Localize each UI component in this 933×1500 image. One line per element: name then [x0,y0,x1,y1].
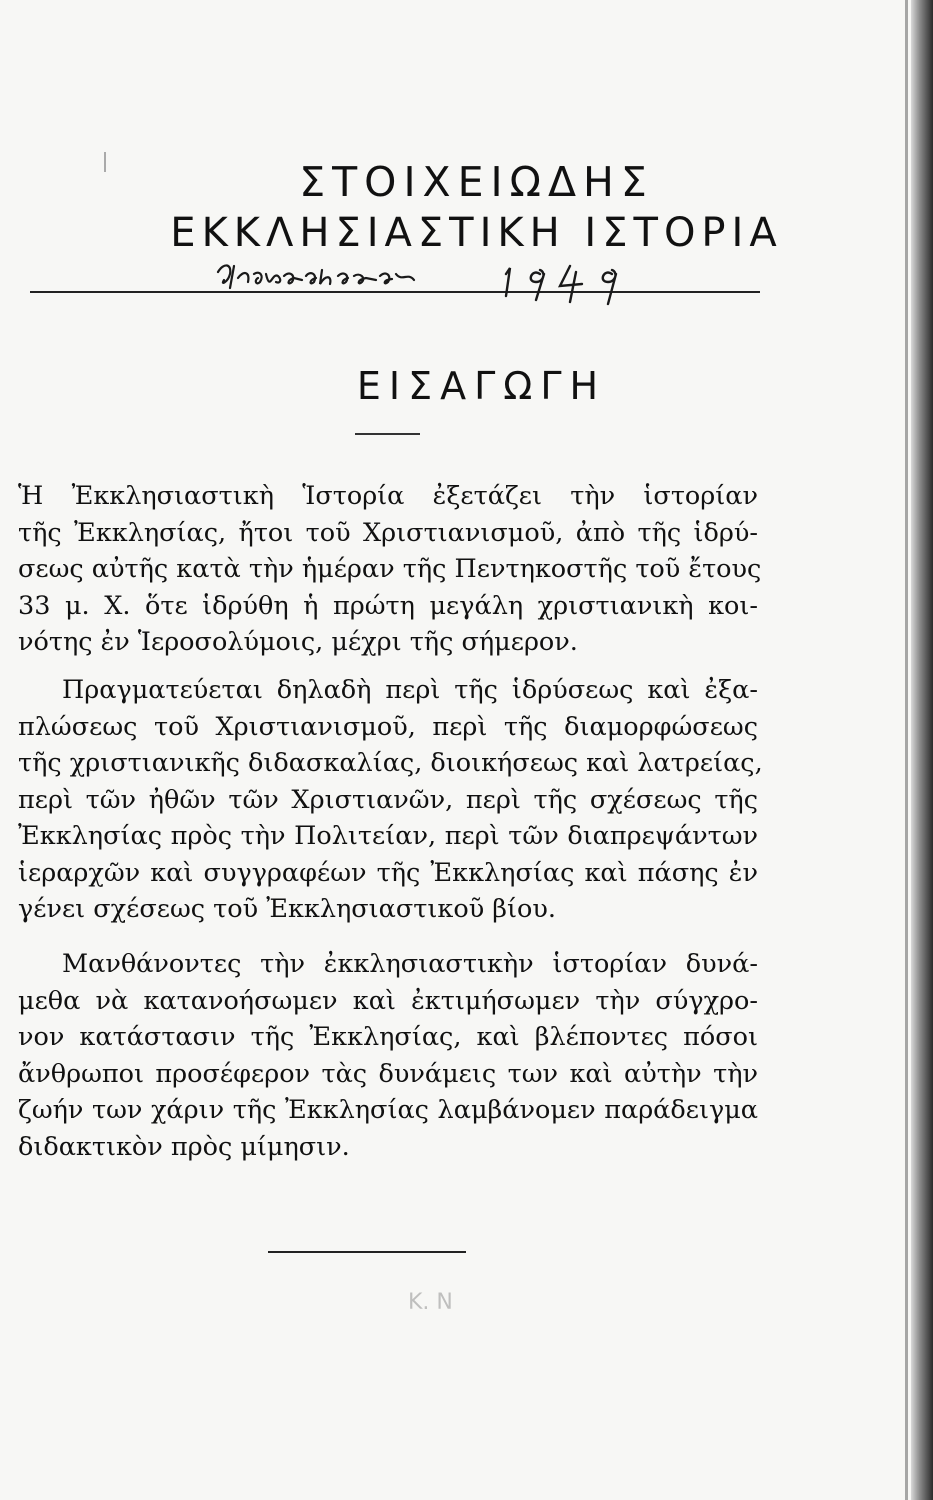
text-line: πλώσεως τοῦ Χριστιανισμοῦ, περὶ τῆς διαμορφώσεως [18,711,758,742]
paragraph-2 [18,672,763,928]
page-edge-line [905,0,908,1500]
text-line: Ἡ Ἐκκλησιαστικὴ Ἱστορία ἐξετάζει τὴν ἱστορίαν [18,481,758,511]
end-divider [268,1251,466,1253]
text-line: ζωήν των χάριν τῆς Ἐκκλησίας λαμβάνομεν παράδειγμα [18,1095,758,1125]
paragraph-3 [18,946,758,1165]
text-line: Πραγματεύεται δηλαδὴ περὶ τῆς ἱδρύσεως καὶ ἐξα- [62,675,758,705]
title-line-1: ΣΤΟΙΧΕΙΩΔΗΣ [299,158,654,206]
text-line: διδακτικὸν πρὸς μίμησιν. [18,1131,350,1162]
heading-divider [355,433,420,435]
text-line: ἱεραρχῶν καὶ συγγραφέων τῆς Ἐκκλησίας καὶ πάσης ἐν [18,857,758,888]
faint-pencil-mark: Κ. Ν [408,1290,453,1315]
text-line: σεως αὐτῆς κατὰ τὴν ἡμέραν τῆς Πεντηκοστῆς τοῦ ἔτους [18,554,762,584]
text-line: περὶ τῶν ἠθῶν τῶν Χριστιανῶν, περὶ τῆς σχέσεως τῆς [18,784,758,815]
title-line-2: ΕΚΚΛΗΣΙΑΣΤΙΚΗ ΙΣΤΟΡΙΑ [170,210,783,256]
text-line: μεθα νὰ κατανοήσωμεν καὶ ἐκτιμήσωμεν τὴν σύγχρο- [18,985,758,1016]
handwritten-date-note [210,252,660,312]
text-line: τῆς Ἐκκλησίας, ἤτοι τοῦ Χριστιανισμοῦ, ἀπὸ τῆς ἱδρύ- [18,517,758,548]
text-line: νον κατάστασιν τῆς Ἐκκλησίας, καὶ βλέποντες πόσοι [18,1022,758,1052]
page-edge-shadow [911,0,933,1500]
text-line: ἄνθρωποι προσέφερον τὰς δυνάμεις των καὶ αὐτὴν τὴν [18,1058,758,1089]
section-heading: ΕΙΣΑΓΩΓΗ [356,364,607,408]
text-line: γένει σχέσεως τοῦ Ἐκκλησιαστικοῦ βίου. [18,894,557,924]
text-line: νότης ἐν Ἱεροσολύμοις, μέχρι τῆς σήμερον. [18,627,578,657]
text-line: 33 μ. Χ. ὅτε ἱδρύθη ἡ πρώτη μεγάλη χριστιανικὴ κοι- [18,590,758,621]
text-line: τῆς χριστιανικῆς διδασκαλίας, διοικήσεως καὶ λατρείας, [18,748,763,778]
paragraph-1 [18,478,762,661]
text-line: Μανθάνοντες τὴν ἐκκλησιαστικὴν ἱστορίαν δυνά- [62,949,758,979]
text-line: Ἐκκλησίας πρὸς τὴν Πολιτείαν, περὶ τῶν διαπρεψάντων [18,821,758,851]
